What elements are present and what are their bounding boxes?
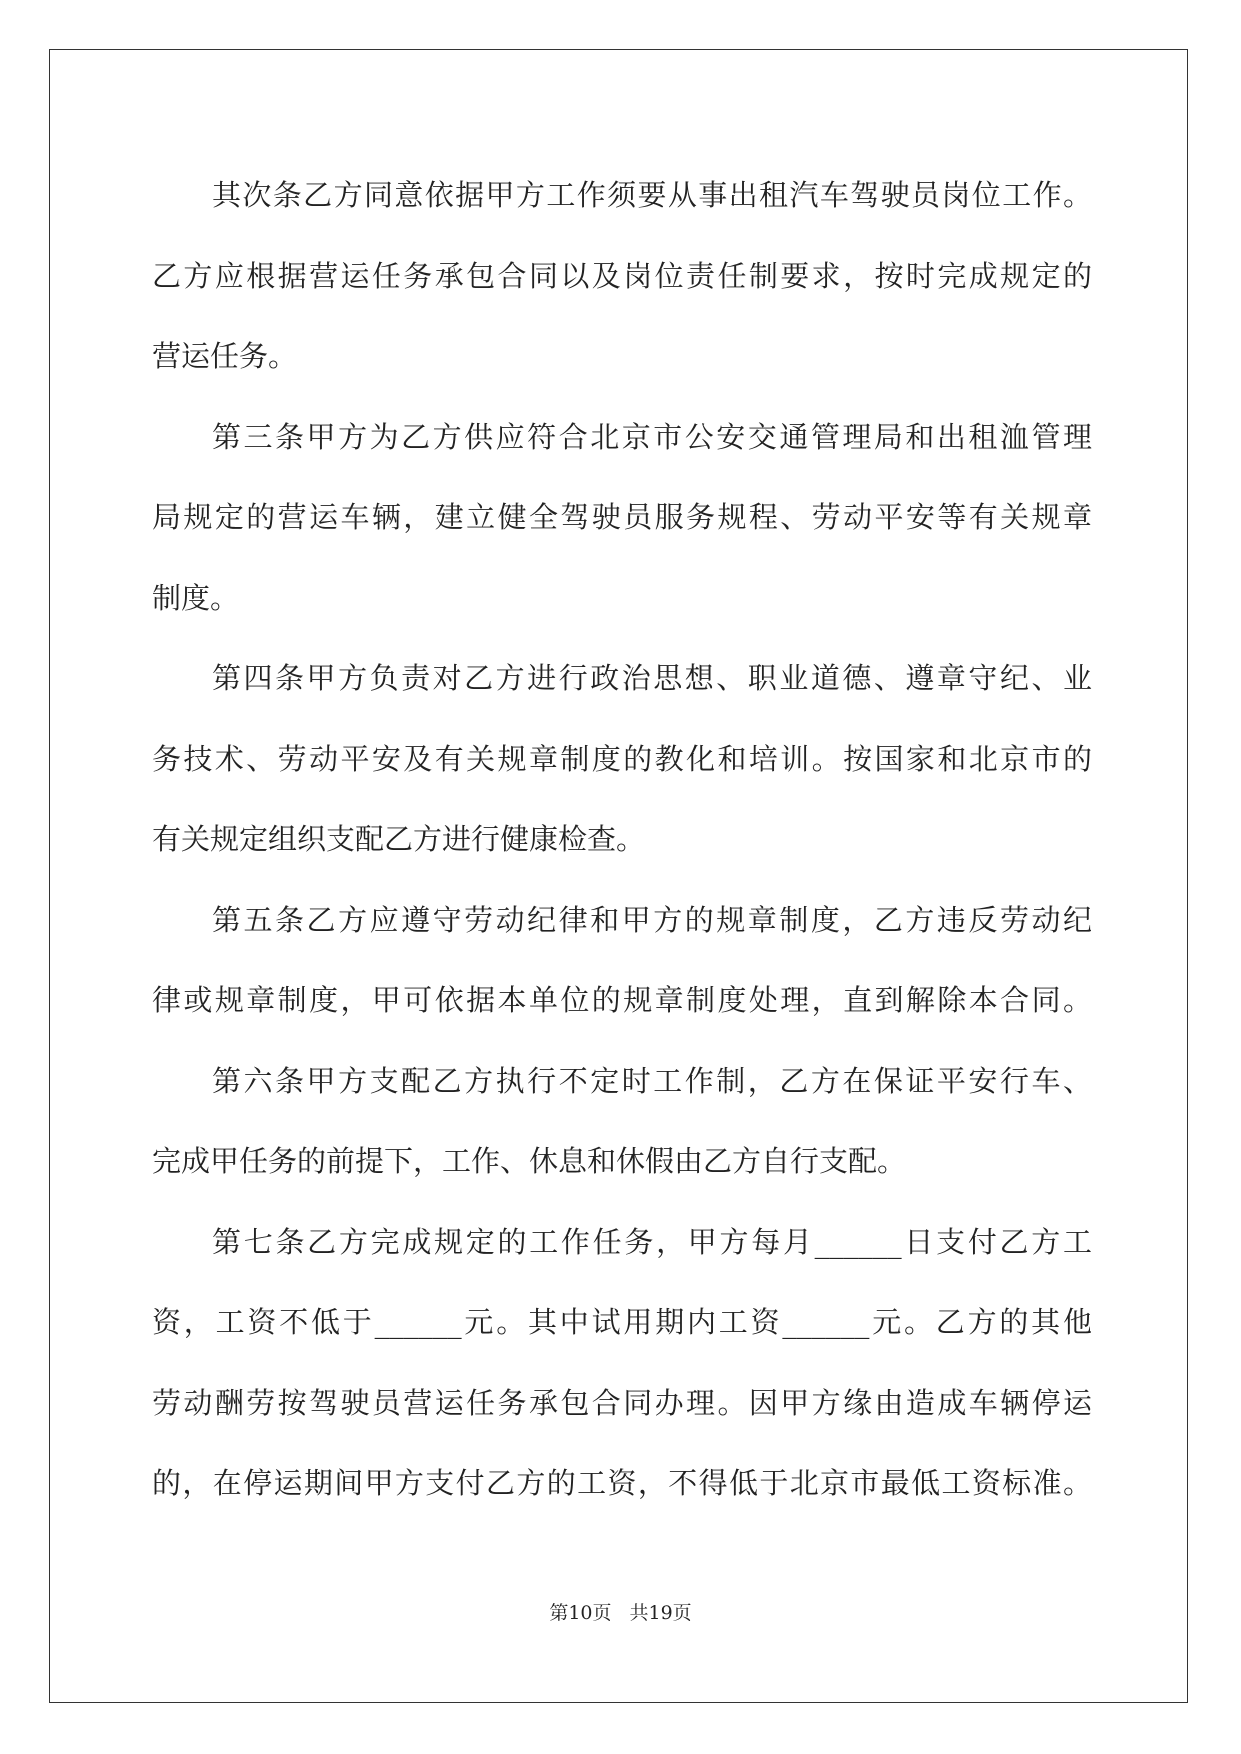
paragraph-2-line-3: 制度。 <box>152 580 240 615</box>
page-total: 共19页 <box>629 1602 692 1624</box>
paragraph-4-line-2: 律或规章制度，甲可依据本单位的规章制度处理，直到解除本合同。 <box>152 983 1092 1017</box>
paragraph-3-line-1: 第四条甲方负责对乙方进行政治思想、职业道德、遵章守纪、业 <box>212 661 1092 695</box>
page-number: 第10页 <box>549 1602 612 1624</box>
paragraph-1-line-1: 其次条乙方同意依据甲方工作须要从事出租汽车驾驶员岗位工作。 <box>212 178 1092 212</box>
document-body <box>152 155 1092 1524</box>
paragraph-1-line-3: 营运任务。 <box>152 339 298 373</box>
paragraph-6-line-2: 资，工资不低于______元。其中试用期内工资______元。乙方的其他 <box>152 1305 1092 1339</box>
paragraph-3-line-2: 务技术、劳动平安及有关规章制度的教化和培训。按国家和北京市的 <box>152 741 1092 776</box>
paragraph-5-line-1: 第六条甲方支配乙方执行不定时工作制，乙方在保证平安行车、 <box>212 1063 1092 1098</box>
paragraph-6-line-4: 的，在停运期间甲方支付乙方的工资，不得低于北京市最低工资标准。 <box>152 1466 1092 1500</box>
page-footer <box>0 1598 1241 1625</box>
paragraph-2-line-1: 第三条甲方为乙方供应符合北京市公安交通管理局和出租洫管理 <box>212 419 1092 454</box>
paragraph-6-line-1: 第七条乙方完成规定的工作任务，甲方每月______日支付乙方工 <box>212 1224 1092 1259</box>
paragraph-6-line-3: 劳动酬劳按驾驶员营运任务承包合同办理。因甲方缘由造成车辆停运 <box>152 1385 1092 1420</box>
paragraph-1-line-2: 乙方应根据营运任务承包合同以及岗位责任制要求，按时完成规定的 <box>152 258 1092 293</box>
paragraph-4-line-1: 第五条乙方应遵守劳动纪律和甲方的规章制度，乙方违反劳动纪 <box>212 902 1092 937</box>
paragraph-5-line-2: 完成甲任务的前提下，工作、休息和休假由乙方自行支配。 <box>152 1144 907 1178</box>
paragraph-3-line-3: 有关规定组织支配乙方进行健康检查。 <box>152 822 646 856</box>
paragraph-2-line-2: 局规定的营运车辆，建立健全驾驶员服务规程、劳动平安等有关规章 <box>152 500 1092 534</box>
